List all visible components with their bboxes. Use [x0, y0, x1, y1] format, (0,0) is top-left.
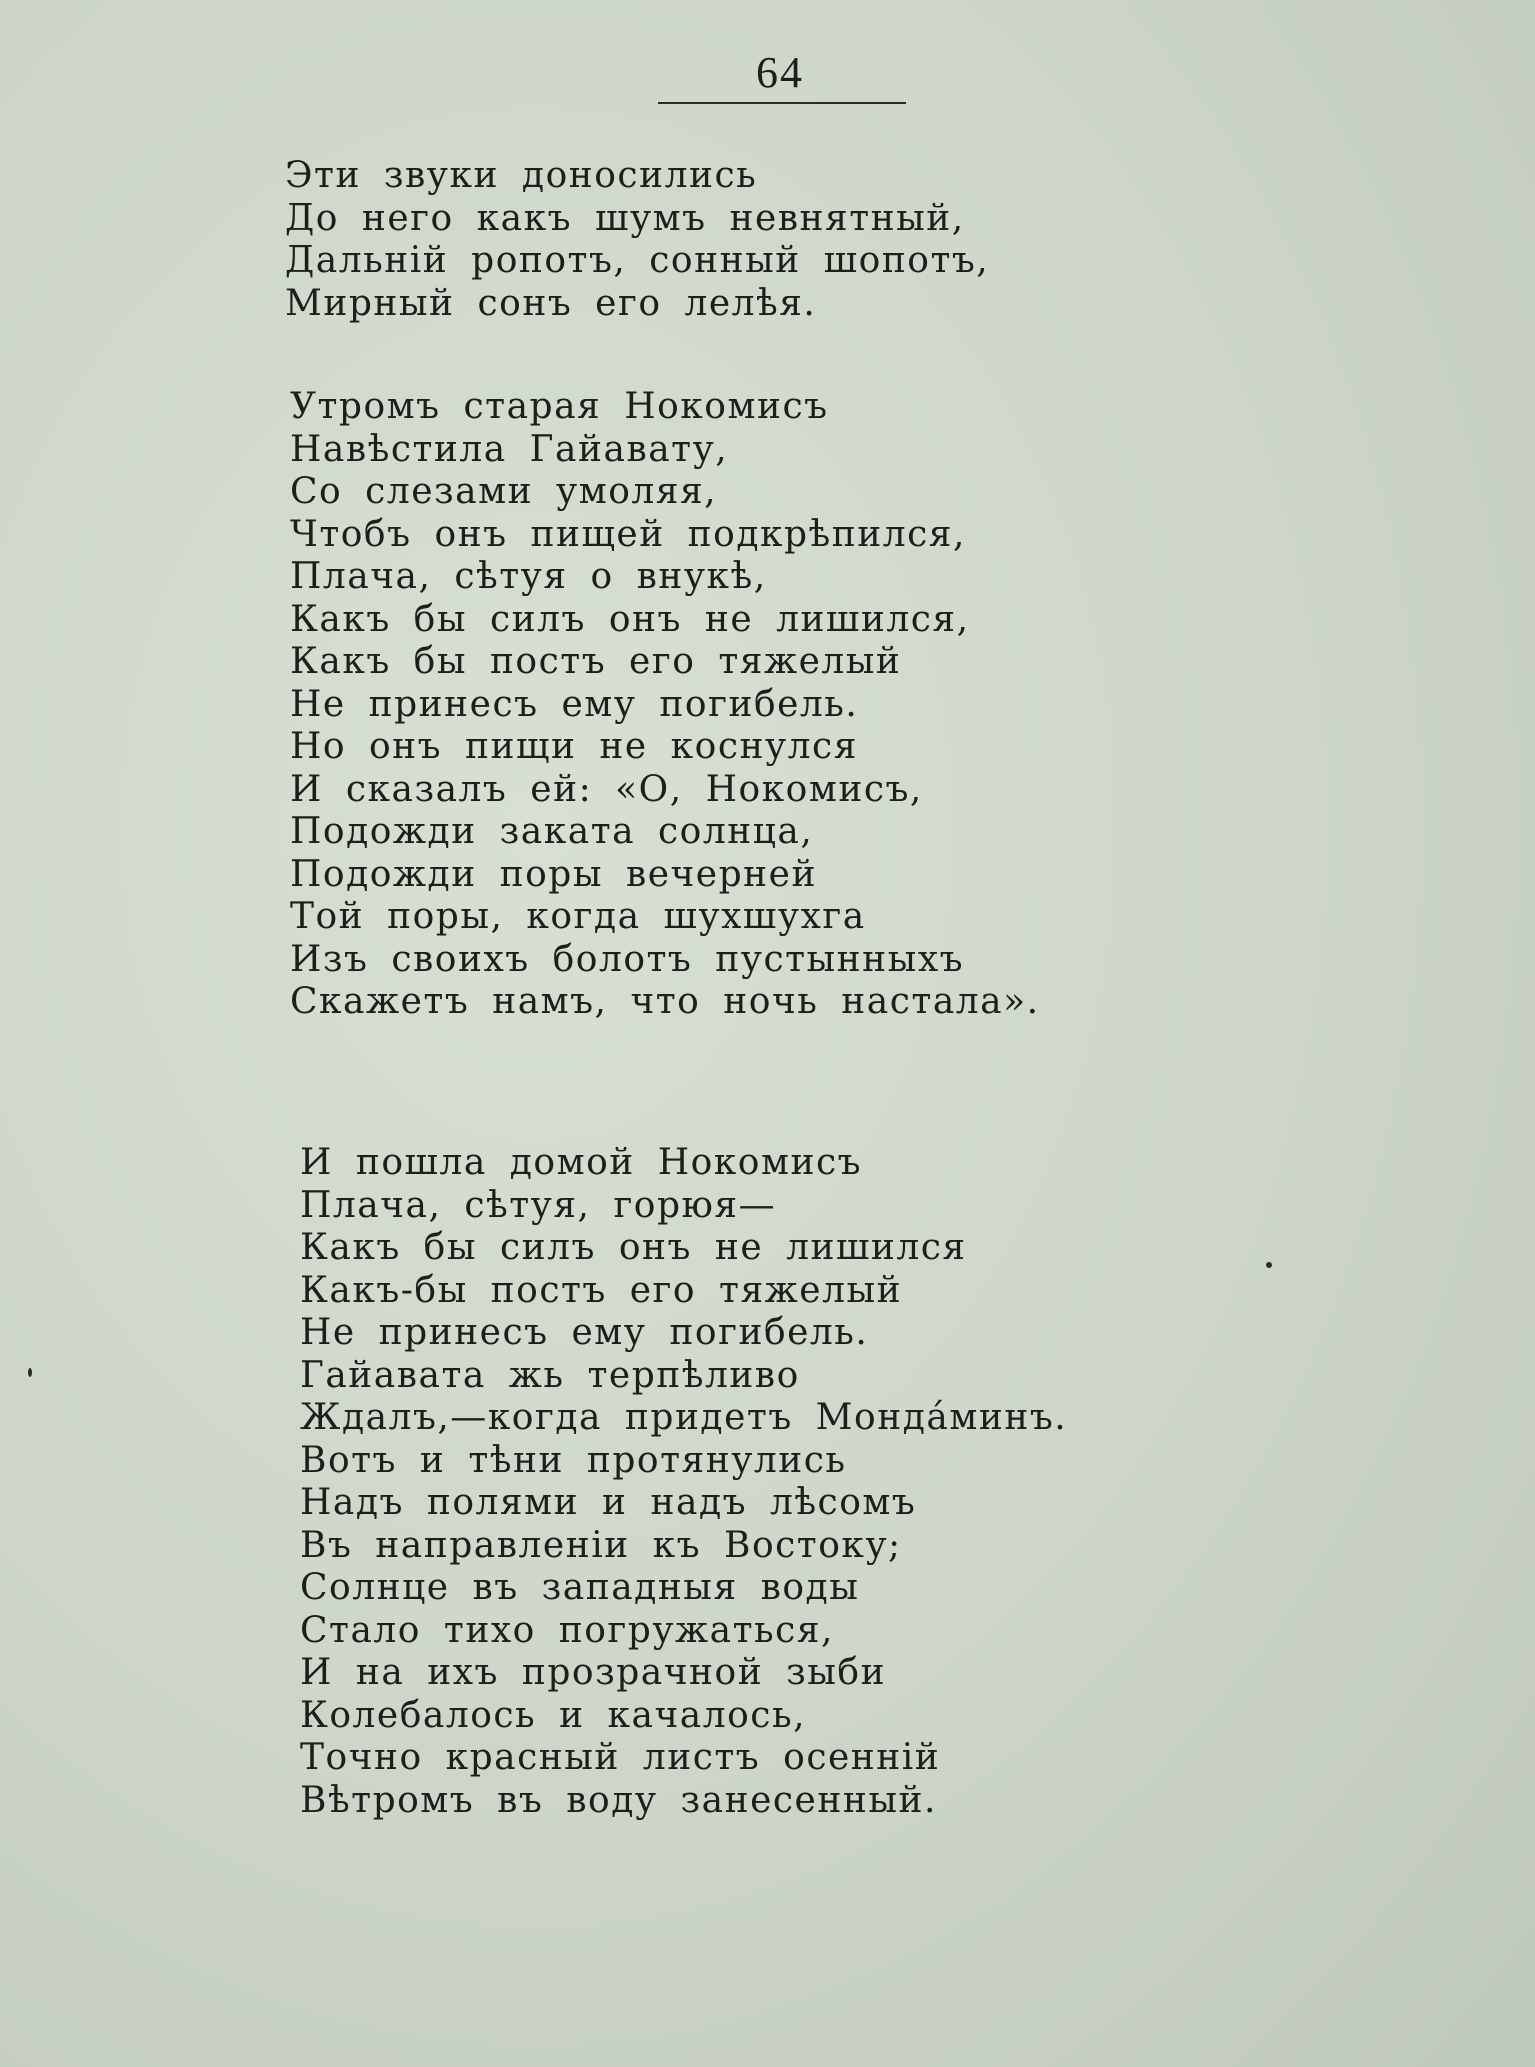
ink-speck	[28, 1368, 32, 1377]
verse-line: Какъ-бы постъ его тяжелый	[300, 1269, 903, 1311]
header-rule	[658, 102, 906, 104]
verse-line: Не принесъ ему погибель.	[300, 1312, 869, 1353]
verse-line: Плача, сѣтуя, горюя—	[300, 1184, 777, 1226]
verse-line: И сказалъ ей: «О, Нокомисъ,	[290, 768, 923, 810]
verse-line: Чтобъ онъ пищей подкрѣпился,	[290, 513, 966, 555]
verse-line: Солнце въ западныя воды	[300, 1567, 860, 1608]
verse-line: Утромъ старая Нокомисъ	[290, 386, 829, 427]
verse-line: Вотъ и тѣни протянулись	[300, 1439, 847, 1481]
verse-line: Скажетъ намъ, что ночь настала».	[290, 981, 1040, 1022]
verse-line: Вѣтромъ въ воду занесенный.	[300, 1779, 937, 1821]
verse-line: Подожди поры вечерней	[290, 853, 817, 895]
verse-line: Не принесъ ему погибель.	[290, 683, 859, 725]
verse-line: До него какъ шумъ невнятный,	[285, 197, 965, 239]
verse-line: Навѣстила Гайавату,	[290, 428, 729, 470]
verse-line: Мирный сонъ его лелѣя.	[285, 282, 817, 324]
ink-speck	[1266, 1262, 1272, 1268]
verse-line: Подожди заката солнца,	[290, 811, 814, 852]
verse-line: Дальній ропотъ, сонный шопотъ,	[285, 240, 990, 281]
stanza-2	[290, 386, 1040, 1024]
verse-line: Ждалъ,—когда придетъ Мондáминъ.	[300, 1397, 1068, 1438]
page-number: 64	[756, 48, 804, 97]
verse-line: И пошла домой Нокомисъ	[300, 1142, 863, 1183]
verse-line: Колебалось и качалось,	[300, 1694, 807, 1736]
verse-line: Со слезами умоляя,	[290, 471, 718, 512]
stanza-1	[285, 155, 989, 325]
verse-line: Какъ бы силъ онъ не лишился	[300, 1227, 967, 1268]
stanza-3	[300, 1142, 1067, 1822]
verse-line: Стало тихо погружаться,	[300, 1609, 834, 1651]
verse-line: Гайавата жь терпѣливо	[300, 1354, 800, 1396]
verse-line: И на ихъ прозрачной зыби	[300, 1652, 887, 1693]
verse-line: Точно красный листъ осенній	[300, 1737, 941, 1778]
verse-line: Но онъ пищи не коснулся	[290, 726, 858, 767]
verse-line: Какъ бы силъ онъ не лишился,	[290, 598, 970, 640]
verse-line: Плача, сѣтуя о внукѣ,	[290, 556, 767, 597]
verse-line: Эти звуки доносились	[285, 155, 758, 196]
verse-line: Въ направленіи къ Востоку;	[300, 1524, 902, 1566]
verse-line: Надъ полями и надъ лѣсомъ	[300, 1482, 917, 1523]
verse-line: Какъ бы постъ его тяжелый	[290, 641, 902, 682]
verse-line: Той поры, когда шухшухга	[290, 896, 866, 937]
verse-line: Изъ своихъ болотъ пустынныхъ	[290, 938, 965, 980]
